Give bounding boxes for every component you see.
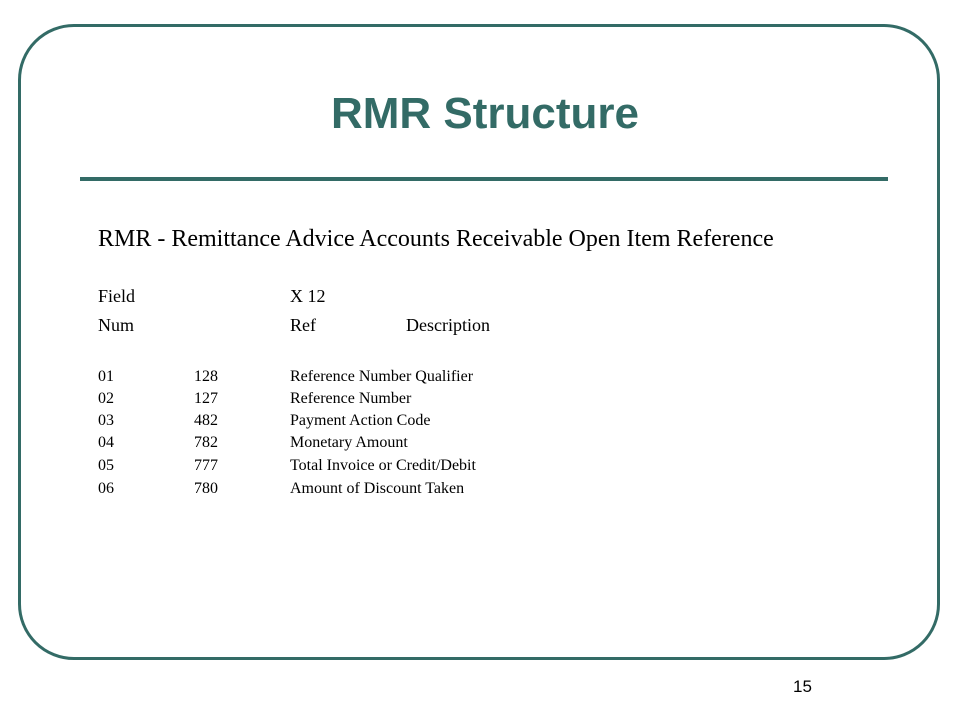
row-description: Monetary Amount [290,434,408,451]
row-description: Total Invoice or Credit/Debit [290,457,476,474]
table-row [0,432,600,454]
row-num: 03 [98,412,114,429]
header-x12: X 12 [290,286,326,306]
row-description: Amount of Discount Taken [290,480,465,497]
header-field: Field [98,286,136,306]
row-ref: 780 [194,480,218,497]
header-num: Num [98,315,134,335]
slide-title: RMR Structure [330,89,640,138]
header-description: Description [406,315,490,335]
row-description: Reference Number [290,390,412,407]
title-divider [80,177,888,181]
table-row [0,410,600,432]
row-ref: 777 [194,457,218,474]
page-number: 15 [793,677,812,696]
row-ref: 128 [194,368,218,385]
table-row [0,366,600,388]
row-ref: 482 [194,412,218,429]
row-description: Payment Action Code [290,412,431,429]
row-description: Reference Number Qualifier [290,368,474,385]
table-row [0,455,600,477]
table-row [0,388,600,410]
row-num: 06 [98,480,114,497]
row-num: 02 [98,390,114,407]
slide-subtitle: RMR - Remittance Advice Accounts Receivable Open Item Reference [98,226,774,252]
row-num: 05 [98,457,114,474]
header-ref: Ref [290,315,316,335]
row-num: 04 [98,434,114,451]
row-ref: 127 [194,390,218,407]
row-num: 01 [98,368,114,385]
row-ref: 782 [194,434,218,451]
table-row [0,478,600,500]
